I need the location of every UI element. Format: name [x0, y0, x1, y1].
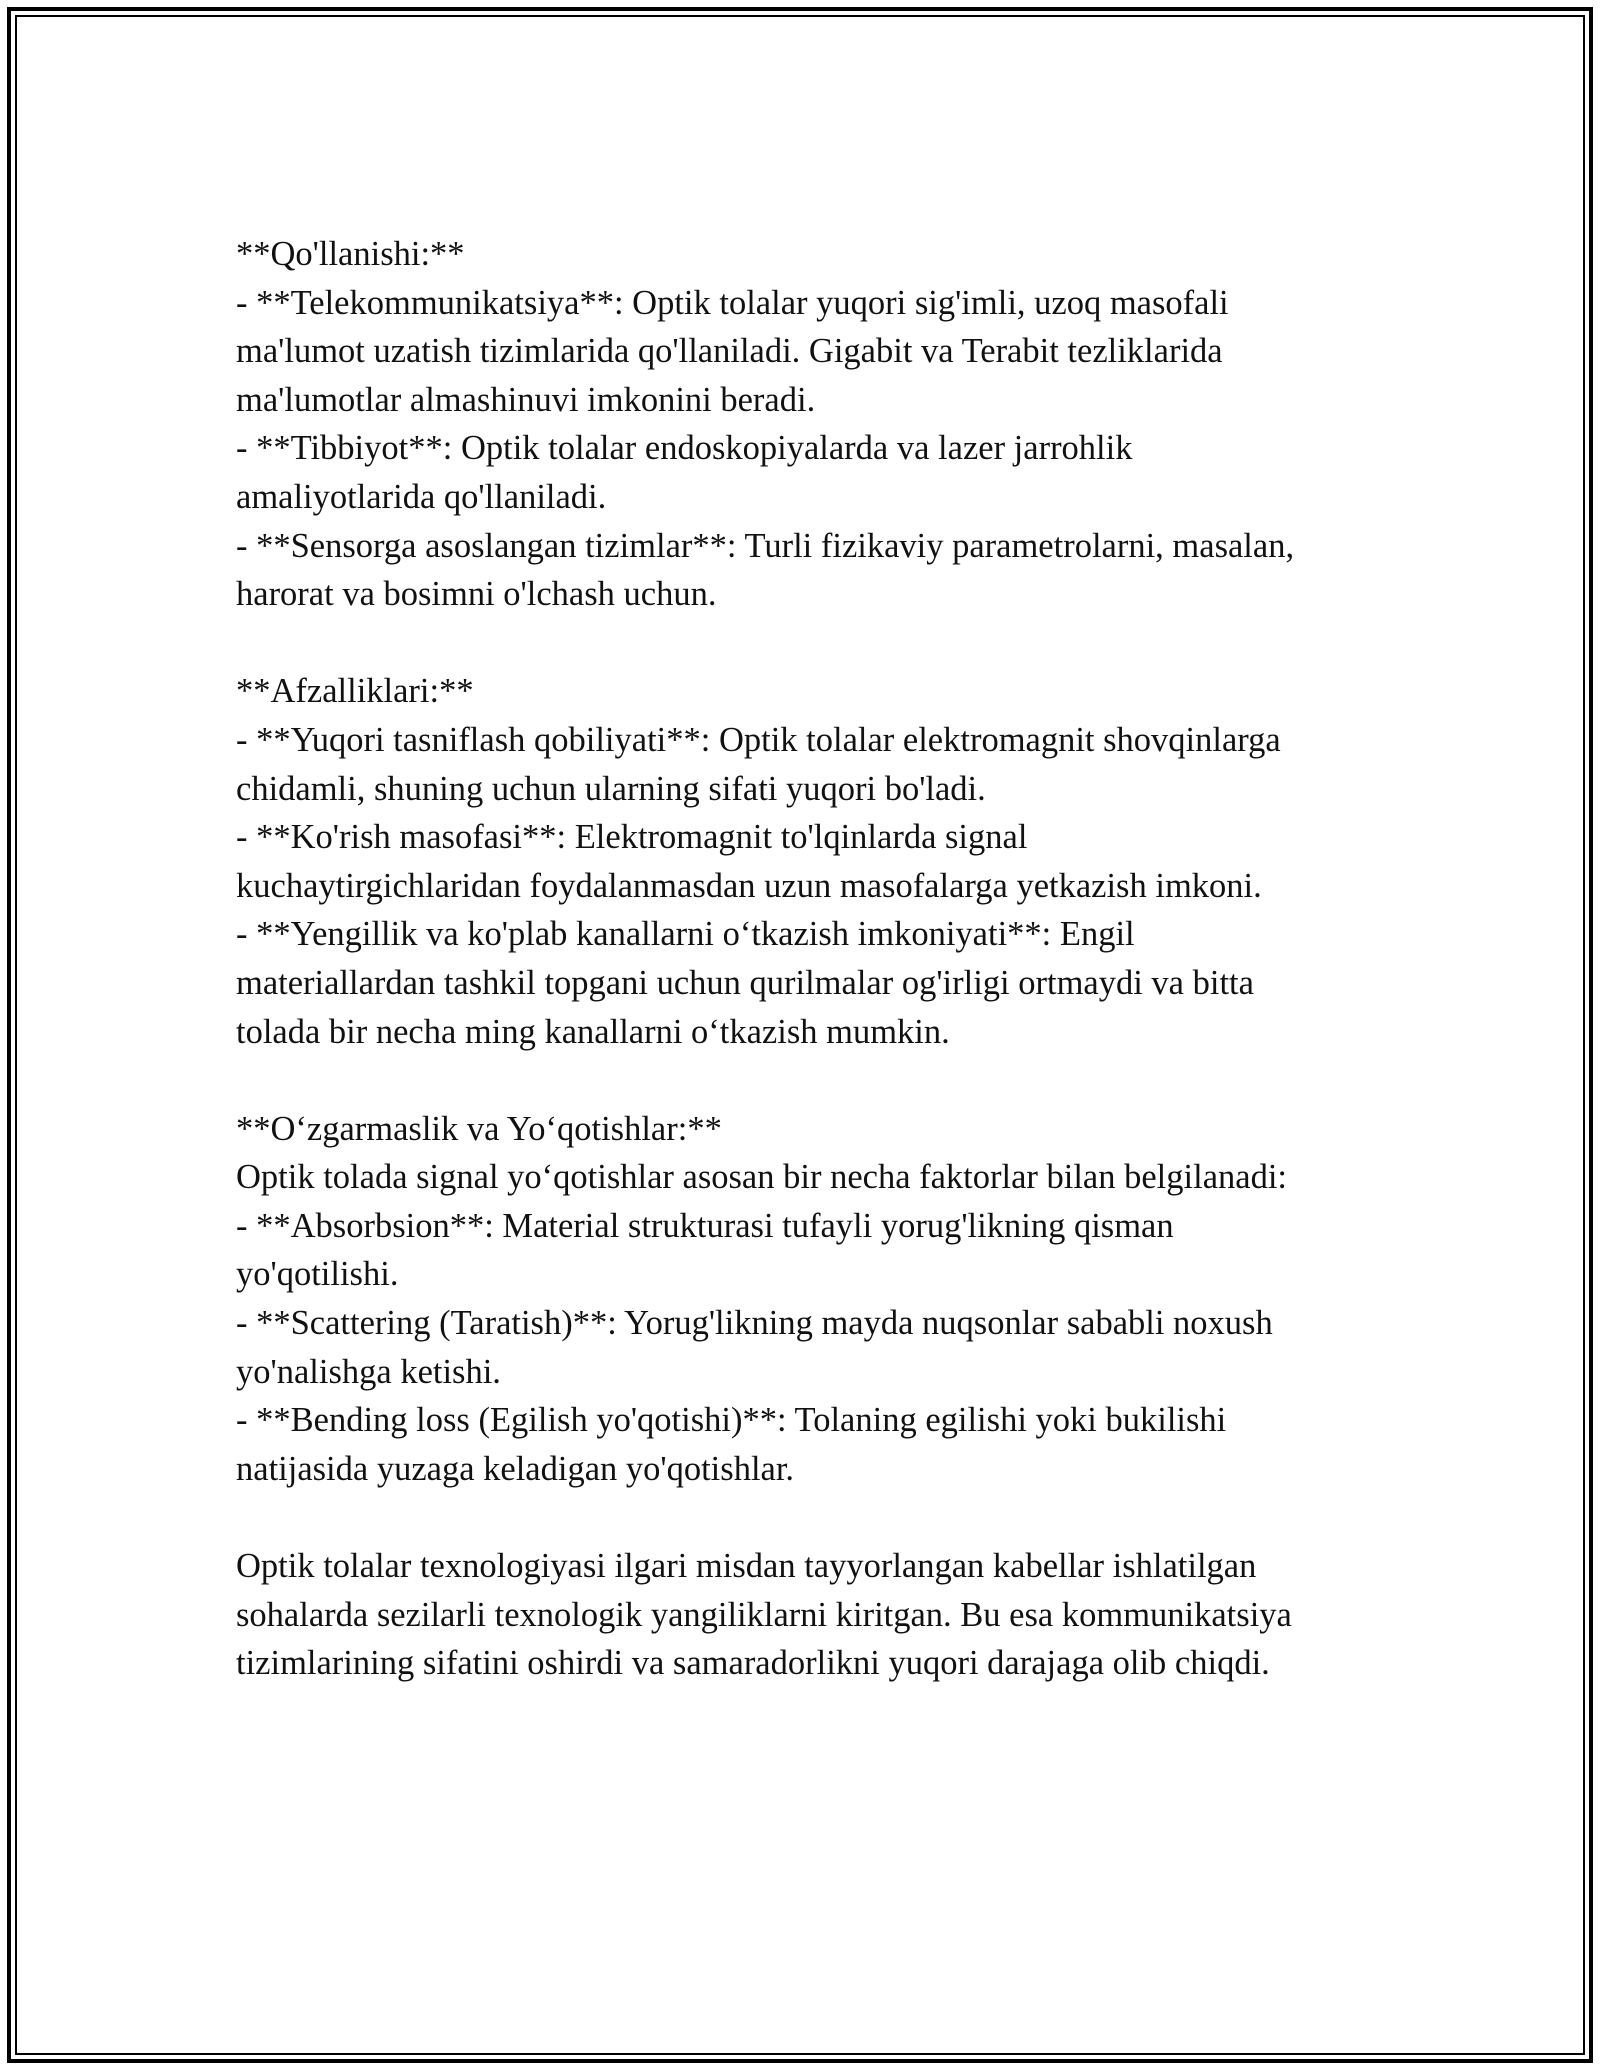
- text-line: - **Absorbsion**: Material strukturasi tufayli yorug'likning qisman: [236, 1206, 1174, 1245]
- text-line: chidamli, shuning uchun ularning sifati yuqori bo'ladi.: [236, 769, 986, 808]
- section-heading: **Qo'llanishi:**: [236, 235, 465, 273]
- text-line: ma'lumotlar almashinuvi imkonini beradi.: [236, 380, 816, 419]
- text-line: - **Sensorga asoslangan tizimlar**: Turli fizikaviy parametrolarni, masalan,: [236, 526, 1295, 565]
- text-line: kuchaytirgichlaridan foydalanmasdan uzun masofalarga yetkazish imkoni.: [236, 866, 1262, 905]
- text-line: - **Yengillik va ko'plab kanallarni o‘tkazish imkoniyati**: Engil: [236, 915, 1135, 954]
- text-line: tizimlarining sifatini oshirdi va samaradorlikni yuqori darajaga olib chiqdi.: [236, 1644, 1270, 1683]
- text-line: - **Tibbiyot**: Optik tolalar endoskopiyalarda va lazer jarrohlik: [236, 429, 1133, 468]
- text-line: - **Bending loss (Egilish yo'qotishi)**: Tolaning egilishi yoki bukilishi: [236, 1401, 1227, 1440]
- text-line: - **Telekommunikatsiya**: Optik tolalar yuqori sig'imli, uzoq masofali: [236, 283, 1229, 322]
- text-line: - **Scattering (Taratish)**: Yorug'likning mayda nuqsonlar sababli noxush: [236, 1304, 1273, 1343]
- text-line: materiallardan tashkil topgani uchun qurilmalar og'irligi ortmaydi va bitta: [236, 963, 1254, 1002]
- text-line: Optik tolalar texnologiyasi ilgari misdan tayyorlangan kabellar ishlatilgan: [236, 1547, 1257, 1586]
- text-line: - **Ko'rish masofasi**: Elektromagnit to'lqinlarda signal: [236, 818, 1028, 857]
- section-applications: [236, 230, 1416, 619]
- text-line: yo'nalishga ketishi.: [236, 1352, 501, 1391]
- document-body: [236, 230, 1416, 1688]
- paragraph-spacer: [236, 1056, 1416, 1105]
- text-line: ma'lumot uzatish tizimlarida qo'llaniladi. Gigabit va Terabit tezliklarida: [236, 332, 1223, 371]
- paragraph-spacer: [236, 1493, 1416, 1542]
- text-line: Optik tolada signal yo‘qotishlar asosan bir necha faktorlar bilan belgilanadi:: [236, 1158, 1287, 1197]
- text-line: sohalarda sezilarli texnologik yangiliklarni kiritgan. Bu esa kommunikatsiya: [236, 1595, 1292, 1634]
- section-losses: [236, 1105, 1416, 1494]
- text-line: harorat va bosimni o'lchash uchun.: [236, 575, 717, 614]
- section-heading: **O‘zgarmaslik va Yo‘qotishlar:**: [236, 1109, 722, 1148]
- section-heading: **Afzalliklari:**: [236, 672, 474, 711]
- section-conclusion: [236, 1542, 1416, 1688]
- text-line: amaliyotlarida qo'llaniladi.: [236, 477, 607, 516]
- text-line: yo'qotilishi.: [236, 1255, 399, 1294]
- paragraph-spacer: [236, 619, 1416, 668]
- text-line: natijasida yuzaga keladigan yo'qotishlar.: [236, 1449, 795, 1488]
- text-line: - **Yuqori tasniflash qobiliyati**: Optik tolalar elektromagnit shovqinlarga: [236, 720, 1281, 759]
- section-advantages: [236, 667, 1416, 1056]
- text-line: tolada bir necha ming kanallarni o‘tkazish mumkin.: [236, 1012, 950, 1051]
